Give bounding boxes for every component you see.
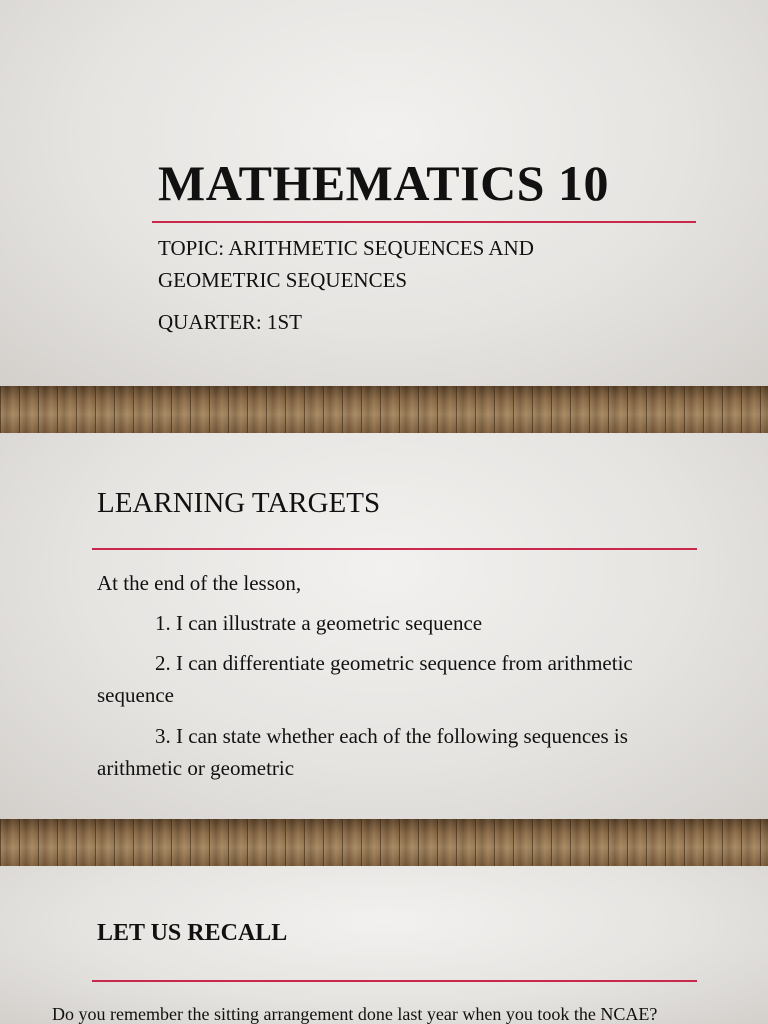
topic-line-2: GEOMETRIC SEQUENCES [158,268,408,292]
wood-floor-divider [0,386,768,433]
slide-title-heading: MATHEMATICS 10 [158,155,609,211]
target-item-2-line-1: 2. I can differentiate geometric sequence from arithmetic [155,651,633,675]
intro-text: At the end of the lesson, [97,571,302,595]
target-item-3-line-2: arithmetic or geometric [97,756,295,780]
quarter-label: QUARTER: 1ST [158,310,302,334]
learning-targets-divider [92,548,697,550]
target-item-3-line-1: 3. I can state whether each of the following sequences is [155,724,628,748]
let-us-recall-heading: LET US RECALL [97,920,288,946]
target-item-1: 1. I can illustrate a geometric sequence [155,611,483,635]
title-divider [152,221,696,223]
wood-floor-divider [0,819,768,866]
topic-line-1: TOPIC: ARITHMETIC SEQUENCES AND [158,236,534,260]
recall-question: Do you remember the sitting arrangement done last year when you took the NCAE? [52,1004,658,1024]
slide-learning-targets [0,433,768,819]
learning-targets-heading: LEARNING TARGETS [97,487,381,519]
target-item-2-line-2: sequence [97,683,174,707]
slide-title [0,0,768,386]
let-us-recall-divider [92,980,697,982]
slide-let-us-recall [0,866,768,1024]
